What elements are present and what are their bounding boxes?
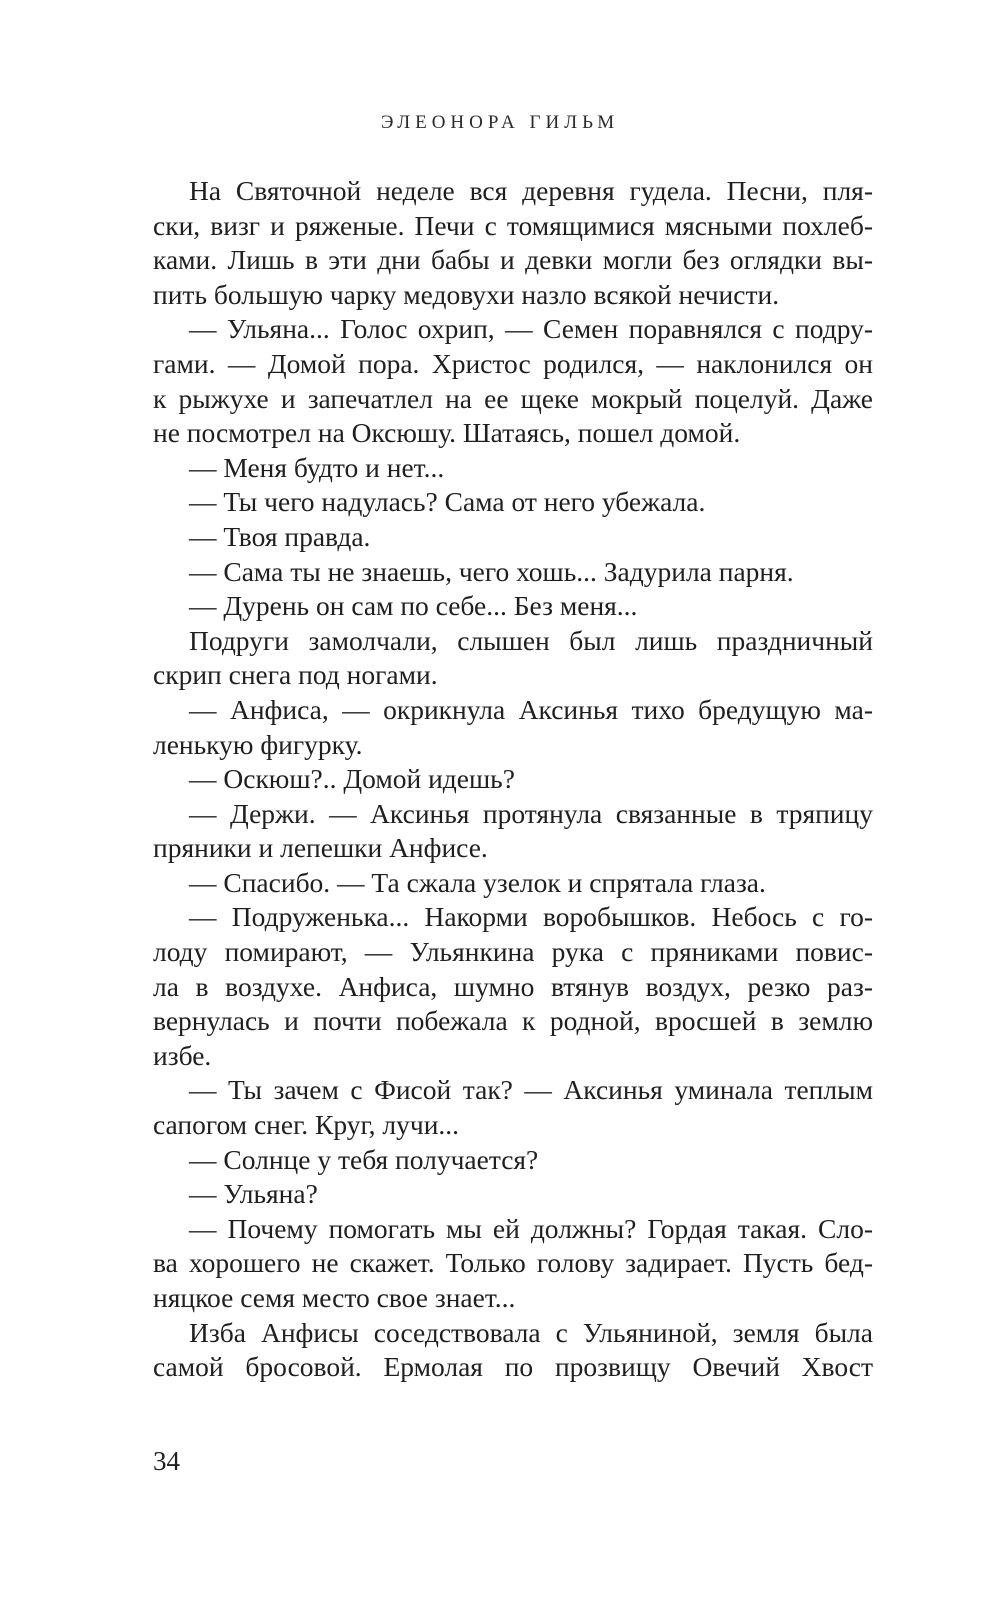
paragraph: [153, 866, 873, 901]
text-line: сапогом снег. Круг, лучи...: [153, 1109, 460, 1141]
text-line: ла в воздухе. Анфиса, шумно втянув воздух, резко раз-: [153, 970, 873, 1002]
paragraph: [153, 624, 873, 693]
paragraph: [153, 693, 873, 762]
text-line: ленькую фигурку.: [153, 728, 363, 760]
text-line: — Подруженька... Накорми воробышков. Небось с го-: [189, 901, 873, 933]
text-line: пить большую чарку медовухи назло всякой нечисти.: [153, 278, 780, 310]
text-line: не посмотрел на Оксюшу. Шатаясь, пошел домой.: [153, 417, 741, 449]
text-line: — Спасибо. — Та сжала узелок и спрятала глаза.: [189, 866, 766, 898]
text-line: лоду помирают, — Ульянкина рука с пряниками повис-: [153, 936, 873, 968]
text-line: — Сама ты не знаешь, чего хошь... Задурила парня.: [189, 555, 794, 587]
text-line: — Анфиса, — окрикнула Аксинья тихо бредущую ма-: [189, 693, 873, 725]
text-line: — Ульяна?: [189, 1178, 318, 1210]
paragraph: [153, 1212, 873, 1316]
text-line: к рыжухе и запечатлел на ее щеке мокрый поцелуй. Даже: [153, 382, 873, 414]
text-line: ва хорошего не скажет. Только голову задирает. Пусть бед-: [153, 1247, 873, 1279]
text-line: няцкое семя место свое знает...: [153, 1282, 516, 1313]
paragraph: [153, 485, 873, 520]
text-line: Изба Анфисы соседствовала с Ульяниной, земля была: [189, 1316, 873, 1348]
text-line: Подруги замолчали, слышен был лишь праздничный: [189, 624, 873, 656]
paragraph: [153, 1143, 873, 1178]
paragraph: [153, 1073, 873, 1142]
text-line: самой бросовой. Ермолая по прозвищу Овечий Хвост: [153, 1351, 873, 1383]
text-line: ками. Лишь в эти дни бабы и девки могли без оглядки вы-: [153, 244, 873, 276]
body-text: [153, 174, 873, 1385]
paragraph: [153, 900, 873, 1073]
paragraph: [153, 520, 873, 555]
paragraph: [153, 589, 873, 624]
text-line: скрип снега под ногами.: [153, 659, 438, 691]
paragraph: [153, 555, 873, 590]
paragraph: [153, 1177, 873, 1212]
text-line: избе.: [153, 1039, 212, 1071]
text-line: — Дурень он сам по себе... Без меня...: [189, 590, 638, 622]
text-line: — Твоя правда.: [189, 520, 371, 552]
text-line: — Почему помогать мы ей должны? Гордая такая. Сло-: [189, 1212, 873, 1244]
text-line: — Ты зачем с Фисой так? — Аксинья уминала теплым: [189, 1074, 873, 1106]
text-line: — Держи. — Аксинья протянула связанные в тряпицу: [189, 797, 873, 829]
text-line: — Оскюш?.. Домой идешь?: [189, 763, 515, 795]
text-line: вернулась и почти побежала к родной, вросшей в землю: [153, 1005, 873, 1037]
paragraph: [153, 451, 873, 486]
text-line: — Солнце у тебя получается?: [189, 1143, 539, 1175]
paragraph: [153, 797, 873, 866]
paragraph: [153, 174, 873, 312]
text-line: — Ульяна... Голос охрип, — Семен поравнялся с подру-: [189, 313, 873, 345]
text-line: — Меня будто и нет...: [189, 451, 445, 483]
text-line: На Святочной неделе вся деревня гудела. Песни, пля-: [189, 175, 873, 206]
page-number: 34: [153, 1446, 180, 1476]
text-line: — Ты чего надулась? Сама от него убежала.: [189, 486, 706, 518]
running-head-author: ЭЛЕОНОРА ГИЛЬМ: [380, 112, 620, 133]
text-line: гами. — Домой пора. Христос родился, — наклонился он: [153, 347, 873, 379]
text-line: ски, визг и ряженые. Печи с томящимися мясными похлеб-: [153, 209, 873, 241]
text-line: пряники и лепешки Анфисе.: [153, 832, 488, 864]
paragraph: [153, 312, 873, 450]
paragraph: [153, 762, 873, 797]
paragraph: [153, 1316, 873, 1385]
